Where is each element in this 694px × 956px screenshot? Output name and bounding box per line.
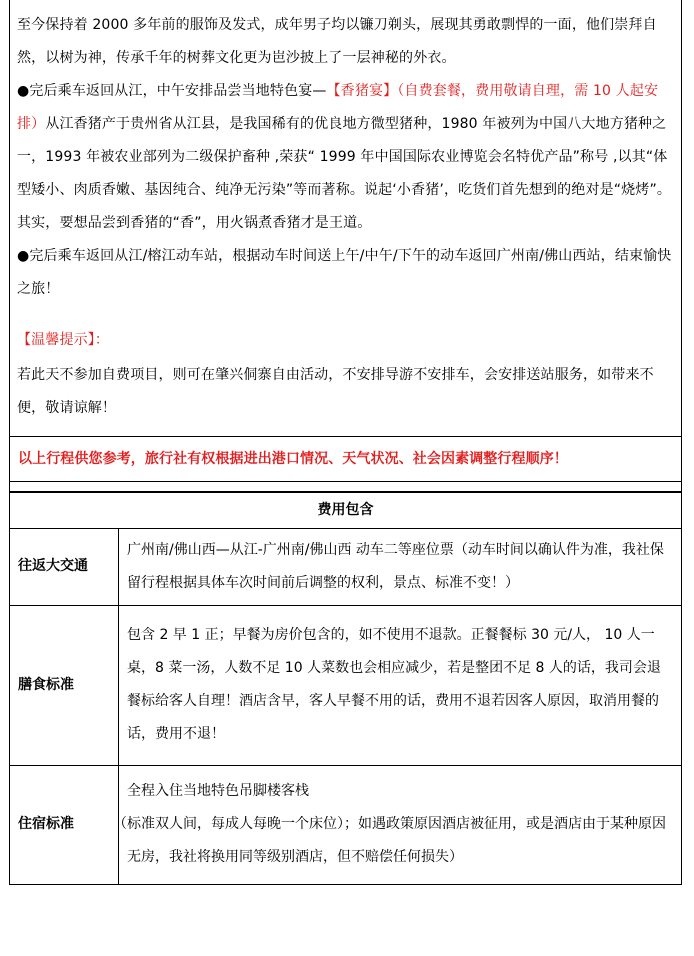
fee-label-meals: 膳食标准	[10, 605, 119, 765]
fee-label-transport: 往返大交通	[10, 529, 119, 605]
tip-colon: ：	[94, 332, 110, 348]
lodging-line-1: 全程入住当地特色吊脚楼客栈	[127, 783, 309, 799]
fee-row-meals	[10, 605, 681, 765]
tip-text: 若此天不参加自费项目，则可在肇兴侗寨自由活动，不安排导游不安排车，会安排送站服务，如带来不便，敬请谅解！	[17, 367, 654, 416]
pig-description: 从江香猪产于贵州省从江县，是我国稀有的优良地方微型猪种，1980 年被列为中国八大地方猪种之一，1993 年被农业部列为二级保护畜种 ,荣获“ 1999 年中国国际农业博览会名特优产品”称号 ,以其“体型矮小、肉质香嫩、基因纯合、纯净无污染”等而著称。说起‘小香猪’，吃货们首先想到的绝对是“烧烤”。其实，要想品尝到香猪的“香”，用火锅煮香猪才是王道。	[17, 116, 672, 231]
fee-row-transport	[10, 529, 681, 605]
pig-feast-highlight: 【香猪宴】（自费套餐，费用敬请自理，需 10 人起安排）	[17, 83, 659, 132]
fee-table	[10, 529, 681, 885]
fee-content-transport: 广州南/佛山西—从江-广州南/佛山西 动车二等座位票（动车时间以确认件为准，我社保留行程根据具体车次时间前后调整的权利，景点、标准不变！）	[119, 529, 682, 605]
fee-label-lodging: 住宿标准	[10, 765, 119, 884]
lunch-text: ●完后乘车返回从江，中午安排品尝当地特色宴—	[17, 83, 327, 99]
lodging-line-2: （标准双人间，每成人每晚一个床位）；如遇政策原因酒店被征用，或是酒店由于某种原因无房，我社将换用同等级别酒店，但不赔偿任何损失）	[113, 816, 666, 865]
intro-paragraph-return: ●完后乘车返回从江/榕江动车站，根据动车时间送上午/中午/下午的动车返回广州南/佛山西站，结束愉快之旅！	[17, 248, 672, 297]
itinerary-sheet	[9, 0, 682, 885]
fee-content-meals: 包含 2 早 1 正；早餐为房价包含的，如不使用不退款。正餐餐标 30 元/人， 10 人一桌，8 菜一汤，人数不足 10 人菜数也会相应减少，若是整团不足 8 人的话，我司会退餐标给客人自理！酒店含早，客人早餐不用的话，费用不退若因客人原因，取消用餐的话，费用不退！	[119, 605, 682, 765]
fee-row-lodging	[10, 765, 681, 884]
intro-paragraph-culture: 至今保持着 2000 多年前的服饰及发式，成年男子均以镰刀剃头，展现其勇敢剽悍的一面，他们崇拜自然，以树为神，传承千年的树葬文化更为岜沙披上了一层神秘的外衣。	[17, 17, 657, 66]
intro-section	[10, 0, 681, 437]
itinerary-warning: 以上行程供您参考，旅行社有权根据进出港口情况、天气状况、社会因素调整行程顺序！	[10, 437, 681, 482]
fee-section-title: 费用包含	[10, 493, 681, 529]
intro-paragraph-lunch	[10, 75, 681, 240]
section-gap	[10, 482, 681, 493]
tip-heading	[10, 324, 681, 357]
tip-label: 【温馨提示】	[17, 332, 95, 348]
fee-content-lodging	[113, 765, 682, 884]
